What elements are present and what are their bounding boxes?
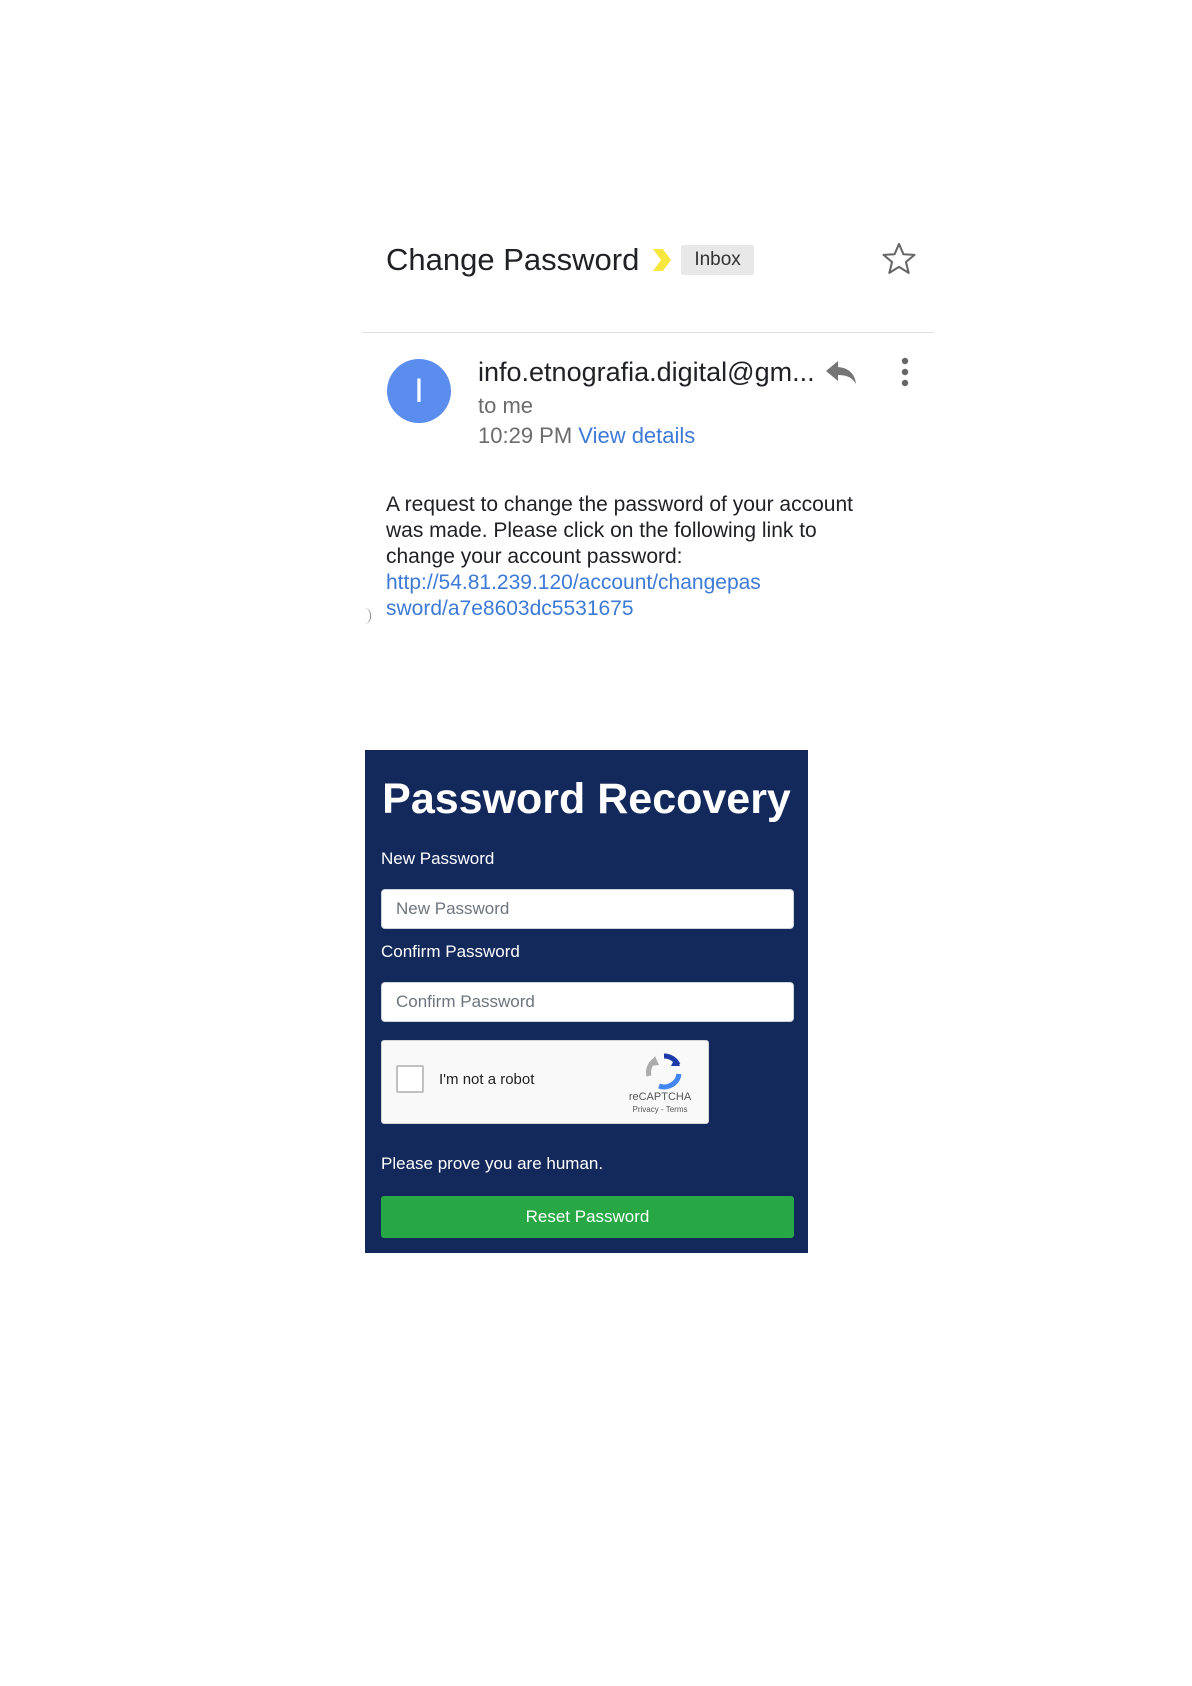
recaptcha-privacy-link[interactable]: Privacy xyxy=(632,1105,659,1114)
star-icon[interactable] xyxy=(880,240,918,278)
password-recovery-panel xyxy=(365,750,808,1253)
recaptcha-widget xyxy=(381,1040,709,1124)
subject-row xyxy=(386,242,754,278)
inbox-label-chip[interactable]: Inbox xyxy=(681,245,753,275)
new-password-input[interactable] xyxy=(381,889,794,929)
confirm-password-label: Confirm Password xyxy=(381,942,520,961)
email-subject: Change Password xyxy=(386,242,640,277)
view-details-link[interactable]: View details xyxy=(578,423,696,448)
importance-marker-icon[interactable] xyxy=(651,247,673,273)
more-vert-icon[interactable] xyxy=(898,356,912,388)
email-body: A request to change the password of your account was made. Please click on the following link to change your account password: xyxy=(386,493,853,568)
time-row xyxy=(478,423,695,449)
avatar: I xyxy=(387,359,451,423)
recaptcha-brand: reCAPTCHA xyxy=(628,1091,692,1103)
recaptcha-label: I'm not a robot xyxy=(439,1071,535,1088)
recaptcha-separator: - xyxy=(658,1105,666,1114)
email-view xyxy=(362,220,934,625)
recipient-text: to me xyxy=(478,393,534,418)
panel-title: Password Recovery xyxy=(382,775,791,823)
scroll-edge-mark xyxy=(364,608,371,624)
confirm-password-input[interactable] xyxy=(381,982,794,1022)
reply-icon[interactable] xyxy=(824,357,858,387)
email-time: 10:29 PM xyxy=(478,423,573,448)
sender-address: info.etnografia.digital@gm... xyxy=(478,357,815,387)
new-password-label: New Password xyxy=(381,849,495,868)
recaptcha-links xyxy=(615,1105,705,1114)
password-change-link[interactable]: http://54.81.239.120/account/changepassword/a7e8603dc5531675 xyxy=(386,571,761,620)
recaptcha-checkbox[interactable] xyxy=(396,1065,424,1093)
recaptcha-logo-icon xyxy=(645,1052,683,1090)
header-divider xyxy=(362,332,934,333)
reset-password-button[interactable]: Reset Password xyxy=(381,1196,794,1238)
recaptcha-terms-link[interactable]: Terms xyxy=(665,1105,688,1114)
captcha-error-text: Please prove you are human. xyxy=(381,1154,604,1173)
